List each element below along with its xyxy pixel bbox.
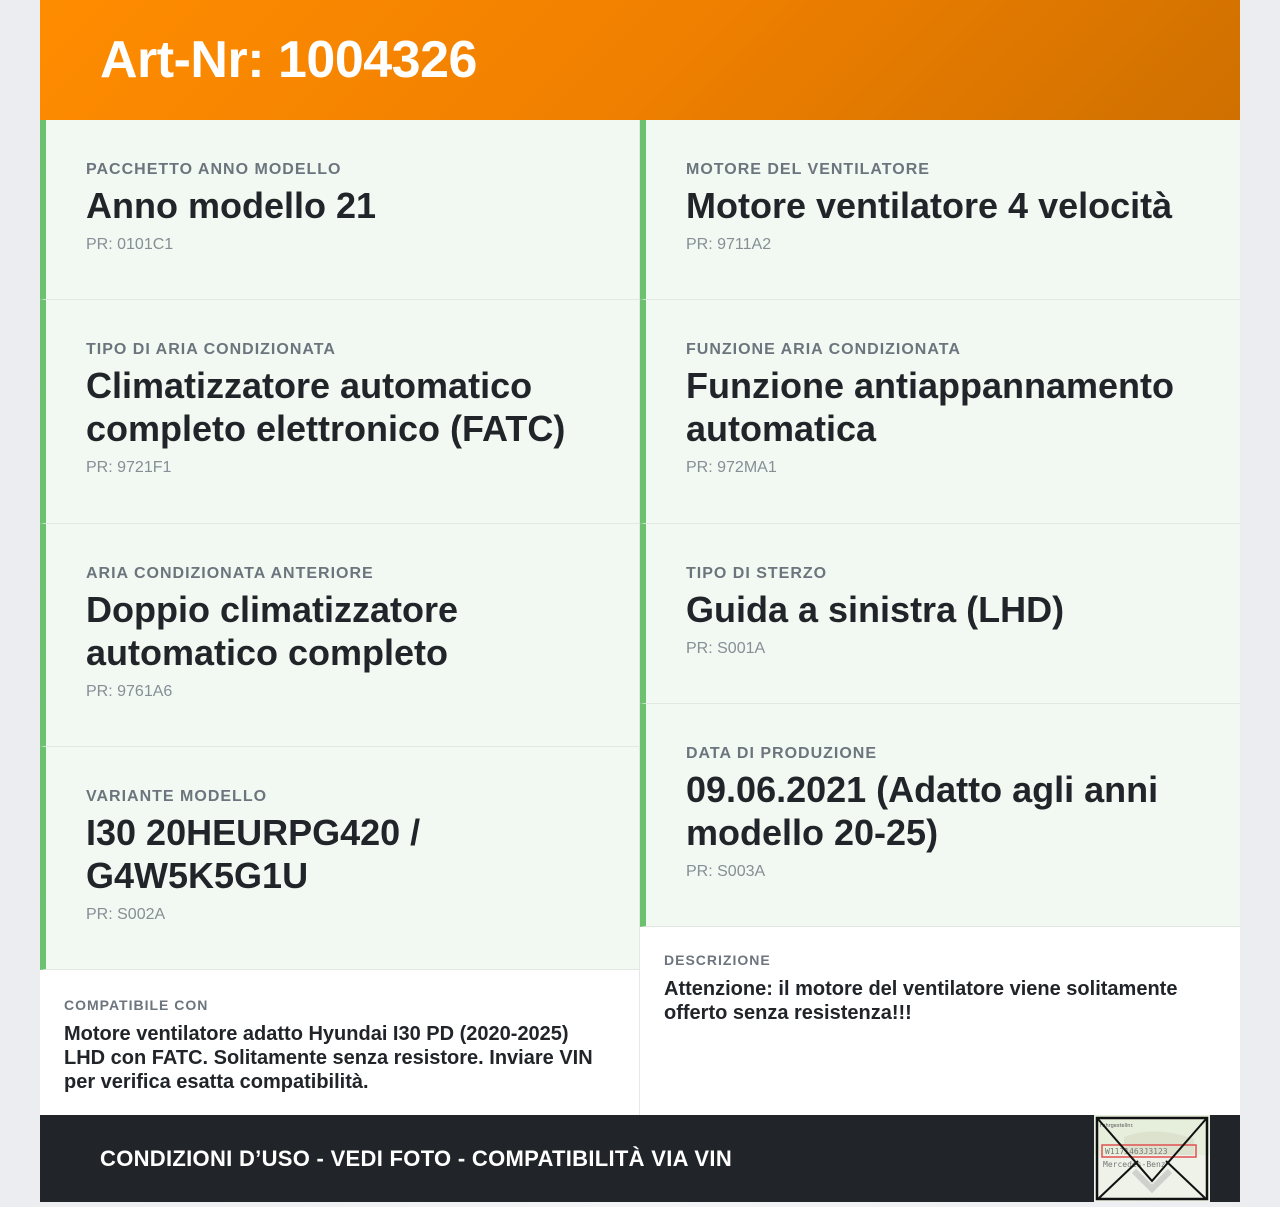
spec-pr-code: PR: S003A xyxy=(686,863,766,880)
spec-label: PACCHETTO ANNO MODELLO xyxy=(86,161,342,178)
spec-card-front-ac xyxy=(40,524,639,747)
spec-pr-code: PR: S002A xyxy=(86,906,166,923)
left-column xyxy=(40,120,640,1115)
spec-label: ARIA CONDIZIONATA ANTERIORE xyxy=(86,565,374,582)
spec-pr-code: PR: 9721F1 xyxy=(86,459,172,476)
spec-pr-code: PR: 9761A6 xyxy=(86,683,173,700)
compatibility-section xyxy=(40,970,639,1115)
spec-columns xyxy=(40,120,1240,1115)
spec-card-model-year-package xyxy=(40,120,639,300)
spec-value: Climatizzatore automatico completo elettronico (FATC) xyxy=(86,365,566,449)
spec-pr-code: PR: 972MA1 xyxy=(686,459,777,476)
description-text: Attenzione: il motore del ventilatore viene solitamente offerto senza resistenza!!! xyxy=(664,978,1178,1024)
spec-card-model-variant xyxy=(40,747,639,970)
spec-label: FUNZIONE ARIA CONDIZIONATA xyxy=(686,341,961,358)
spec-value: Doppio climatizzatore automatico completo xyxy=(86,589,459,673)
footer-links[interactable]: CONDIZIONI D’USO - VEDI FOTO - COMPATIBILITÀ VIA VIN xyxy=(100,1145,733,1171)
spec-card-production-date xyxy=(640,704,1240,927)
product-sheet xyxy=(40,0,1240,1202)
spec-label: DATA DI PRODUZIONE xyxy=(686,745,878,762)
spec-card-blower-motor xyxy=(640,120,1240,300)
spec-label: VARIANTE MODELLO xyxy=(86,788,268,805)
spec-card-ac-function xyxy=(640,300,1240,524)
description-section xyxy=(640,927,1240,1115)
spec-value: Guida a sinistra (LHD) xyxy=(686,589,1065,630)
spec-pr-code: PR: 9711A2 xyxy=(686,236,772,253)
spec-value: 09.06.2021 (Adatto agli anni modello 20-25) xyxy=(686,769,1159,853)
vin-envelope-icon[interactable] xyxy=(1094,1115,1210,1202)
spec-value: Funzione antiappannamento automatica xyxy=(686,365,1175,449)
right-column xyxy=(640,120,1240,1115)
spec-pr-code: PR: S001A xyxy=(686,640,766,657)
spec-pr-code: PR: 0101C1 xyxy=(86,236,174,253)
svg-text:W1171463J3123: W1171463J3123 xyxy=(1105,1147,1168,1156)
header-banner xyxy=(40,0,1240,120)
description-label: DESCRIZIONE xyxy=(664,952,771,968)
compatibility-text: Motore ventilatore adatto Hyundai I30 PD (2020-2025) LHD con FATC. Solitamente senza resistore. Inviare VIN per verifica esatta compatibilità. xyxy=(64,1023,593,1093)
svg-text:Mercedes-Benz: Mercedes-Benz xyxy=(1103,1160,1166,1169)
spec-value: Motore ventilatore 4 velocità xyxy=(686,185,1173,226)
footer-bar xyxy=(40,1115,1240,1202)
spec-value: I30 20HEURPG420 / G4W5K5G1U xyxy=(86,812,421,896)
spec-label: TIPO DI ARIA CONDIZIONATA xyxy=(86,341,336,358)
compatibility-label: COMPATIBILE CON xyxy=(64,997,209,1013)
svg-text:Fahrgestellnr.: Fahrgestellnr. xyxy=(1100,1123,1134,1129)
article-number-title: Art-Nr: 1004326 xyxy=(100,31,477,89)
envelope-icon xyxy=(1094,1115,1210,1202)
spec-label: TIPO DI STERZO xyxy=(686,565,828,582)
spec-value: Anno modello 21 xyxy=(86,185,377,226)
spec-card-steering-type xyxy=(640,524,1240,704)
spec-card-ac-type xyxy=(40,300,639,524)
spec-label: MOTORE DEL VENTILATORE xyxy=(686,161,930,178)
